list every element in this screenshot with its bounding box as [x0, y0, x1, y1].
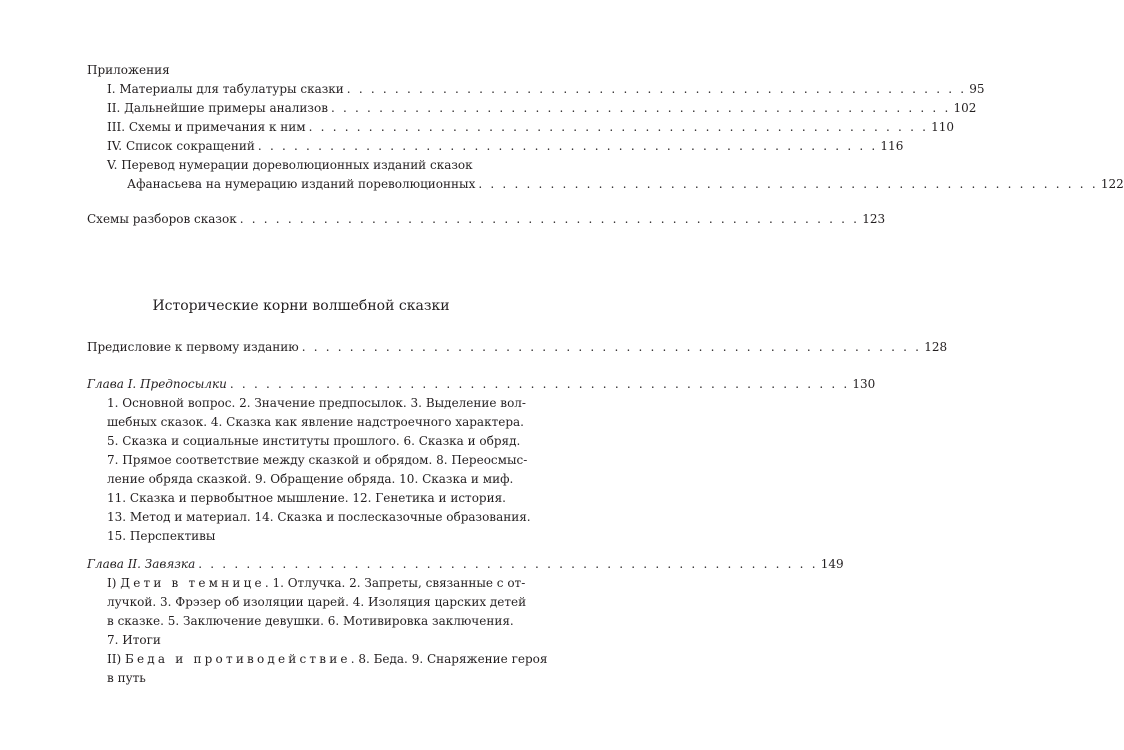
chapter-summary-line: в сказке. 5. Заключение девушки. 6. Мотивировка заключения.	[107, 614, 514, 628]
chapter-summary-line	[87, 574, 526, 593]
leader-dots: . . . . . . . . . . . . . . . . . . . . . . . . . . . . . . . . . . . . . . . . . . . . . . . . . . . .	[330, 101, 951, 115]
toc-entry[interactable]	[87, 555, 844, 574]
chapter-summary-line: 1. Основной вопрос. 2. Значение предпосылок. 3. Выделение вол-	[107, 396, 526, 410]
toc-entry-label: Схемы разборов сказок	[87, 212, 237, 226]
chapter-summary-line: ление обряда сказкой. 9. Обращение обряда. 10. Сказка и миф.	[107, 472, 514, 486]
toc-entry[interactable]	[87, 175, 1124, 194]
subsection-title: Дети в темнице	[120, 576, 265, 590]
chapter-summary-line: 15. Перспективы	[107, 529, 216, 543]
toc-entry[interactable]	[87, 338, 948, 357]
subsection-text: . 1. Отлучка. 2. Запреты, связанные с от-	[264, 576, 526, 590]
toc-entry-label: II. Дальнейшие примеры анализов	[107, 101, 328, 115]
page-number: 102	[953, 101, 977, 115]
chapter-summary-line: 5. Сказка и социальные институты прошлого. 6. Сказка и обряд.	[107, 434, 521, 448]
section-title: Исторические корни волшебной сказки	[152, 298, 450, 314]
leader-dots: . . . . . . . . . . . . . . . . . . . . . . . . . . . . . . . . . . . . . . . . . . . . . . . . . . . .	[301, 340, 922, 354]
toc-entry[interactable]	[87, 137, 904, 156]
leader-dots: . . . . . . . . . . . . . . . . . . . . . . . . . . . . . . . . . . . . . . . . . . . . . . . . . . . .	[198, 557, 818, 571]
page-number: 149	[820, 557, 844, 571]
chapter-summary-line	[87, 650, 548, 669]
chapter-title: Глава I. Предпосылки	[87, 377, 227, 391]
leader-dots: . . . . . . . . . . . . . . . . . . . . . . . . . . . . . . . . . . . . . . . . . . . . . . . . . . . .	[257, 139, 878, 153]
chapter-title: Глава II. Завязка	[87, 557, 196, 571]
leader-dots: . . . . . . . . . . . . . . . . . . . . . . . . . . . . . . . . . . . . . . . . . . . . . . . . . . . .	[346, 82, 967, 96]
page-number: 110	[931, 120, 955, 134]
subsection-number: I)	[107, 576, 121, 590]
toc-entry-label: Афанасьева на нумерацию изданий пореволюционных	[127, 177, 476, 191]
chapter-summary-line: лучкой. 3. Фрэзер об изоляции царей. 4. Изоляция царских детей	[107, 595, 527, 609]
toc-entry[interactable]	[87, 99, 977, 118]
toc-entry[interactable]	[87, 80, 985, 99]
page-number: 128	[924, 340, 948, 354]
page-number: 130	[852, 377, 876, 391]
subsection-number: II)	[107, 652, 125, 666]
toc-entry-label: I. Материалы для табулатуры сказки	[107, 82, 344, 96]
subsection-title: Беда и противодействие	[124, 652, 351, 666]
appendix-title: Приложения	[87, 63, 170, 77]
chapter-summary-line: в путь	[107, 671, 146, 685]
toc-entry-label[interactable]: V. Перевод нумерации дореволюционных изданий сказок	[107, 158, 473, 172]
leader-dots: . . . . . . . . . . . . . . . . . . . . . . . . . . . . . . . . . . . . . . . . . . . . . . . . . . . .	[229, 377, 850, 391]
page-number: 122	[1100, 177, 1124, 191]
toc-entry[interactable]	[87, 210, 886, 229]
chapter-summary-line: 7. Прямое соответствие между сказкой и обрядом. 8. Переосмыс-	[107, 453, 528, 467]
chapter-summary-line: 7. Итоги	[107, 633, 161, 647]
toc-entry[interactable]	[87, 118, 955, 137]
chapter-summary-line: 13. Метод и материал. 14. Сказка и послесказочные образования.	[107, 510, 531, 524]
page-number: 123	[862, 212, 886, 226]
leader-dots: . . . . . . . . . . . . . . . . . . . . . . . . . . . . . . . . . . . . . . . . . . . . . . . . . . . .	[308, 120, 929, 134]
page-number: 95	[969, 82, 985, 96]
page-number: 116	[880, 139, 904, 153]
toc-entry-label: IV. Список сокращений	[107, 139, 255, 153]
leader-dots: . . . . . . . . . . . . . . . . . . . . . . . . . . . . . . . . . . . . . . . . . . . . . . . . . . . .	[239, 212, 860, 226]
leader-dots: . . . . . . . . . . . . . . . . . . . . . . . . . . . . . . . . . . . . . . . . . . . . . . . . . . . .	[478, 177, 1098, 191]
toc-entry-label: Предисловие к первому изданию	[87, 340, 299, 354]
subsection-text: . 8. Беда. 9. Снаряжение героя	[350, 652, 548, 666]
toc-entry[interactable]	[87, 375, 876, 394]
toc-entry-label: III. Схемы и примечания к ним	[107, 120, 306, 134]
chapter-summary-line: шебных сказок. 4. Сказка как явление надстроечного характера.	[107, 415, 524, 429]
chapter-summary-line: 11. Сказка и первобытное мышление. 12. Генетика и история.	[107, 491, 506, 505]
